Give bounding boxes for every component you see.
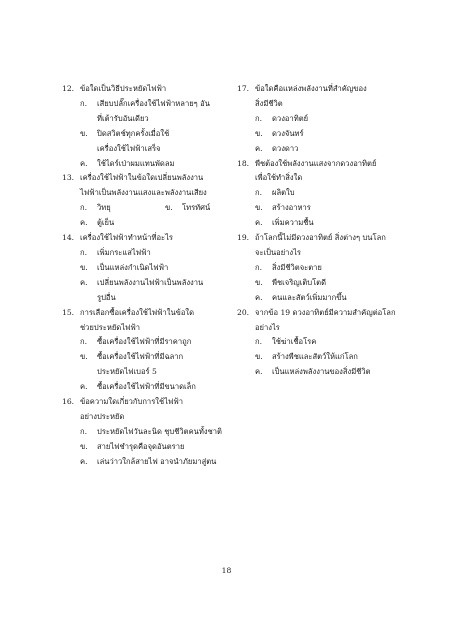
option-a: ก. เสียบปลั๊กเครื่องใช้ไฟฟ้าหลายๆ อัน	[80, 98, 210, 108]
option-a-b: ก. วิทยุ ข. โทรทัศน์	[62, 201, 227, 216]
question-number: 12.	[62, 84, 75, 93]
question-19	[237, 231, 412, 306]
question-17	[237, 82, 412, 157]
question-12	[62, 82, 227, 171]
question-stem: พืชต้องใช้พลังงานแสงจากดวงอาทิตย์	[255, 158, 377, 168]
option-c: ค. ซื้อเครื่องใช้ไฟฟ้าที่มีขนาดเล็ก	[80, 382, 196, 392]
option-b: ข. สายไฟชำรุดคือจุดอันตราย	[80, 441, 185, 451]
question-number: 17.	[237, 84, 250, 93]
option-c: ค. คนและสัตว์เพิ่มมากขึ้น	[255, 292, 347, 302]
question-14	[62, 231, 227, 306]
option-c: ค. ตู้เย็น	[80, 218, 115, 228]
option-a: ก. ผลิตใบ	[255, 188, 295, 198]
question-20	[237, 306, 412, 381]
left-column	[62, 82, 227, 470]
option-b: ข. เป็นแหล่งกำเนิดไฟฟ้า	[80, 262, 169, 272]
option-b: ข. ดวงจันทร์	[255, 128, 304, 138]
option-b: ข. สร้างพืชและสัตว์ให้แก่โลก	[255, 352, 358, 362]
option-c: ค. ดวงดาว	[255, 143, 299, 153]
option-c: ค. เปลี่ยนพลังงานไฟฟ้าเป็นพลังงาน	[80, 277, 204, 287]
option-a: ก. ซื้อเครื่องใช้ไฟฟ้าที่มีราคาถูก	[80, 337, 192, 347]
question-number: 15.	[62, 307, 75, 317]
option-a: ก. เพิ่มกระแสไฟฟ้า	[80, 247, 151, 257]
question-stem: ข้อใดคือแหล่งพลังงานที่สำคัญของ	[255, 84, 367, 93]
option-b: ข. ซื้อเครื่องใช้ไฟฟ้าที่มีฉลาก	[80, 352, 184, 362]
question-stem-continued: อย่างไร	[255, 322, 280, 332]
option-b-continued: ประหยัดไฟเบอร์ 5	[97, 367, 157, 377]
question-13	[62, 171, 227, 231]
question-stem-continued: ช่วยประหยัดไฟฟ้า	[80, 322, 141, 332]
option-a: ก. ดวงอาทิตย์	[255, 113, 309, 123]
option-a: ก. ใช้ฆ่าเชื้อโรค	[255, 337, 317, 347]
question-stem: ข้อใดเป็นวิธีประหยัดไฟฟ้า	[80, 84, 167, 93]
option-b: ข. สร้างอาหาร	[255, 203, 311, 213]
question-stem-continued: สิ่งมีชีวิต	[255, 98, 283, 108]
question-stem: เครื่องใช้ไฟฟ้าในข้อใดเปลี่ยนพลังงาน	[80, 173, 204, 183]
option-a: ก. สิ่งมีชีวิตจะตาย	[255, 262, 322, 272]
option-c: ค. ใช้ไดร์เป่าผมแทนพัดลม	[80, 158, 175, 168]
option-c: ค. เล่นว่าวใกล้สายไฟ อาจนำภัยมาสู่ตน	[80, 456, 217, 466]
question-stem-continued: อย่างประหยัด	[80, 411, 125, 421]
option-a: ก. ประหยัดไฟวันละนิด ชุบชีวิตคนทั้งชาติ	[80, 426, 222, 436]
question-number: 18.	[237, 158, 250, 168]
question-number: 14.	[62, 233, 75, 243]
question-number: 20.	[237, 307, 250, 317]
option-c-continued: รูปอื่น	[97, 292, 116, 302]
question-number: 13.	[62, 173, 75, 183]
question-15	[62, 306, 227, 395]
option-b: ข. โทรทัศน์	[165, 203, 211, 213]
question-stem: ข้อความใดเกี่ยวกับการใช้ไฟฟ้า	[80, 397, 183, 407]
page-number: 18	[221, 566, 232, 575]
question-stem-continued: ไฟฟ้าเป็นพลังงานแสงและพลังงานเสียง	[80, 188, 207, 198]
question-stem: เครื่องใช้ไฟฟ้าทำหน้าที่อะไร	[80, 233, 173, 243]
question-number: 16.	[62, 397, 75, 407]
option-b: ข. พืชเจริญเติบโตดี	[255, 277, 327, 287]
option-c: ค. เพิ่มความชื้น	[255, 218, 314, 228]
question-16	[62, 395, 227, 470]
option-a-continued: ที่เต้ารับอันเดียว	[97, 113, 149, 123]
question-18	[237, 157, 412, 232]
question-stem: จากข้อ 19 ดวงอาทิตย์มีความสำคัญต่อโลก	[255, 307, 396, 317]
question-stem: การเลือกซื้อเครื่องใช้ไฟฟ้าในข้อใด	[80, 307, 195, 317]
right-column	[237, 82, 412, 380]
question-stem: ถ้าโลกนี้ไม่มีดวงอาทิตย์ สิ่งต่างๆ บนโลก	[255, 233, 386, 243]
option-c: ค. เป็นแหล่งพลังงานของสิ่งมีชีวิต	[255, 367, 371, 377]
option-b-continued: เครื่องใช้ไฟฟ้าเสร็จ	[97, 143, 161, 153]
question-number: 19.	[237, 233, 250, 243]
option-b: ข. ปิดสวิตช์ทุกครั้งเมื่อใช้	[80, 128, 170, 138]
question-stem-continued: เพื่อใช้ทำสิ่งใด	[255, 173, 303, 183]
question-stem-continued: จะเป็นอย่างไร	[255, 247, 302, 257]
